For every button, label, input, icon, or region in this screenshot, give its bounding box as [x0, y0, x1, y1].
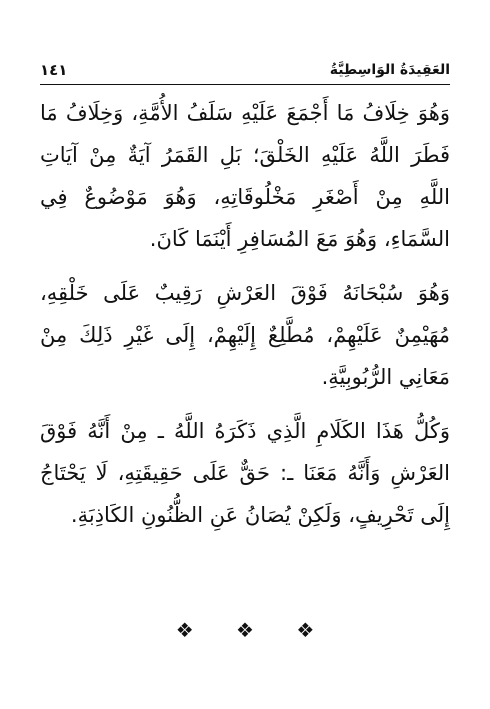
diamond-ornament-icon: ❖ [296, 618, 315, 642]
page-header [40, 56, 450, 80]
diamond-ornament-icon: ❖ [175, 618, 194, 642]
page-number: ١٤١ [40, 61, 68, 79]
running-title: العَقِيدَةُ الوَاسِطِيَّةُ [329, 62, 450, 78]
header-rule [40, 84, 450, 85]
section-end-ornaments [0, 618, 490, 642]
diamond-ornament-icon: ❖ [236, 618, 254, 642]
paragraph-3: وَكُلُّ هَذَا الكَلَامِ الَّذِي ذَكَرَهُ اللَّهُ ـ مِنْ أَنَّهُ فَوْقَ العَرْشِ وَأَنَّهُ مَعَنَا ـ: حَقٌّ عَلَى حَقِيقَتِهِ، لَا يَحْتَاجُ إِلَى تَحْرِيفٍ، وَلَكِنْ يُصَانُ عَنِ الظُّنُونِ الكَاذِبَةِ. [40, 419, 450, 527]
paragraph-1: وَهُوَ خِلَافُ مَا أَجْمَعَ عَلَيْهِ سَلَفُ الأُمَّةِ، وَخِلَافُ مَا فَطَرَ اللَّهُ عَلَيْهِ الخَلْقَ؛ بَلِ القَمَرُ آيَةٌ مِنْ آيَاتِ اللَّهِ مِنْ أَصْغَرِ مَخْلُوقَاتِهِ، وَهُوَ مَوْضُوعٌ فِي السَّمَاءِ، وَهُوَ مَعَ المُسَافِرِ أَيْنَمَا كَانَ. [40, 101, 450, 251]
paragraph-2: وَهُوَ سُبْحَانَهُ فَوْقَ العَرْشِ رَقِيبٌ عَلَى خَلْقِهِ، مُهَيْمِنٌ عَلَيْهِمْ، مُطَّلِعٌ إِلَيْهِمْ، إِلَى غَيْرِ ذَلِكَ مِنْ مَعَانِي الرُّبُوبِيَّةِ. [40, 281, 450, 389]
page-body [40, 92, 450, 536]
